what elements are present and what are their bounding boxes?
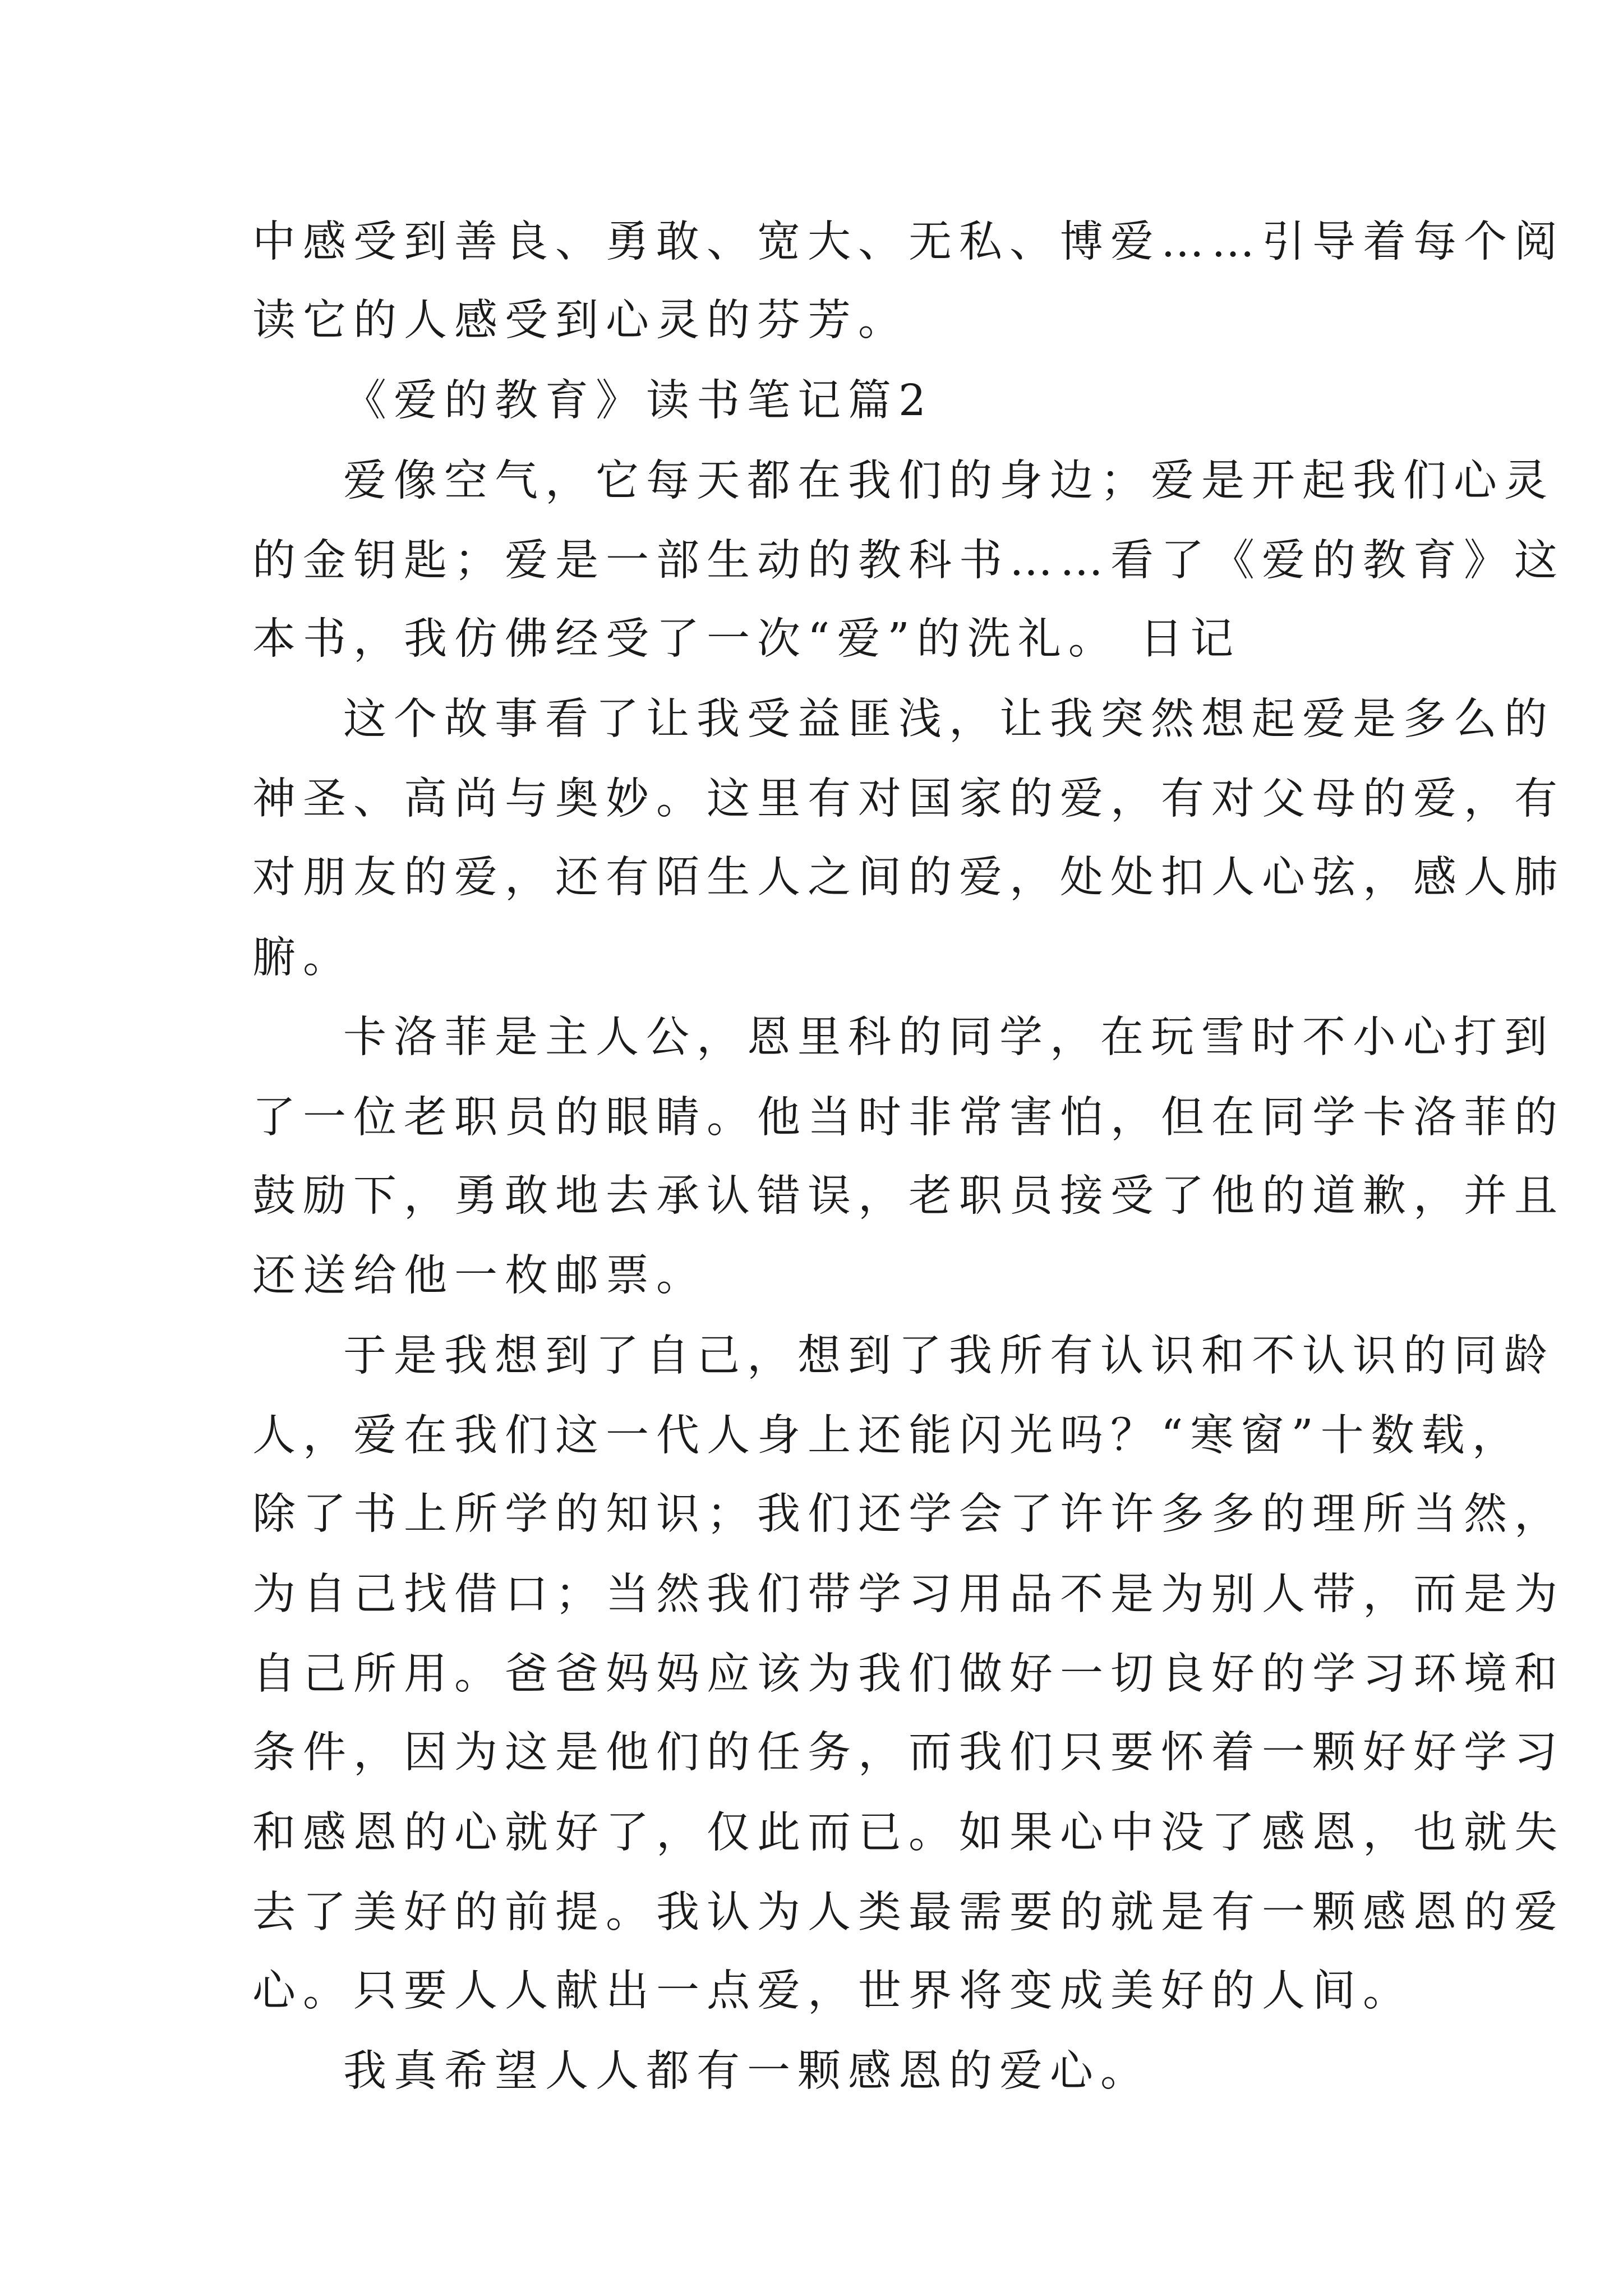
paragraph-5-line-7: 和感恩的心就好了，仅此而已。如果心中没了感恩，也就失 [252,1808,1565,1858]
paragraph-4-line-1: 卡洛菲是主人公，恩里科的同学，在玩雪时不小心打到 [343,1013,1555,1062]
paragraph-5-line-3: 除了书上所学的知识；我们还学会了许许多多的理所当然， [252,1489,1565,1539]
paragraph-1-line-1: 中感受到善良、勇敢、宽大、无私、博爱……引导着每个阅 [252,217,1565,267]
paragraph-2-line-2: 的金钥匙；爱是一部生动的教科书……看了《爱的教育》这 [252,536,1565,586]
paragraph-5-line-4: 为自己找借口；当然我们带学习用品不是为别人带，而是为 [252,1570,1565,1619]
paragraph-2-line-1: 爱像空气，它每天都在我们的身边；爱是开起我们心灵 [343,456,1555,506]
paragraph-5-line-2: 人，爱在我们这一代人身上还能闪光吗？“寒窗”十数载， [252,1411,1523,1461]
paragraph-3-line-4: 腑。 [252,933,353,983]
paragraph-3-line-1: 这个故事看了让我受益匪浅，让我突然想起爱是多么的 [343,694,1555,744]
paragraph-3-line-2: 神圣、高尚与奥妙。这里有对国家的爱，有对父母的爱，有 [252,774,1565,824]
paragraph-4-line-2: 了一位老职员的眼睛。他当时非常害怕，但在同学卡洛菲的 [252,1093,1565,1143]
paragraph-5-line-8: 去了美好的前提。我认为人类最需要的就是有一颗感恩的爱 [252,1888,1565,1938]
paragraph-1-line-2: 读它的人感受到心灵的芬芳。 [252,296,909,346]
section-heading: 《爱的教育》读书笔记篇2 [343,376,933,426]
paragraph-4-line-4: 还送给他一枚邮票。 [252,1251,707,1301]
paragraph-5-line-5: 自己所用。爸爸妈妈应该为我们做好一切良好的学习环境和 [252,1649,1565,1699]
paragraph-5-line-6: 条件，因为这是他们的任务，而我们只要怀着一颗好好学习 [252,1728,1565,1778]
paragraph-4-line-3: 鼓励下，勇敢地去承认错误，老职员接受了他的道歉，并且 [252,1171,1565,1221]
paragraph-5-line-1: 于是我想到了自己，想到了我所有认识和不认识的同龄 [343,1331,1555,1381]
paragraph-2-line-3: 本书，我仿佛经受了一次“爱”的洗礼。 日记 [252,614,1241,664]
paragraph-6-line-1: 我真希望人人都有一颗感恩的爱心。 [343,2046,1151,2096]
paragraph-5-line-9: 心。只要人人献出一点爱，世界将变成美好的人间。 [252,1966,1413,2016]
paragraph-3-line-3: 对朋友的爱，还有陌生人之间的爱，处处扣人心弦，感人肺 [252,853,1565,903]
